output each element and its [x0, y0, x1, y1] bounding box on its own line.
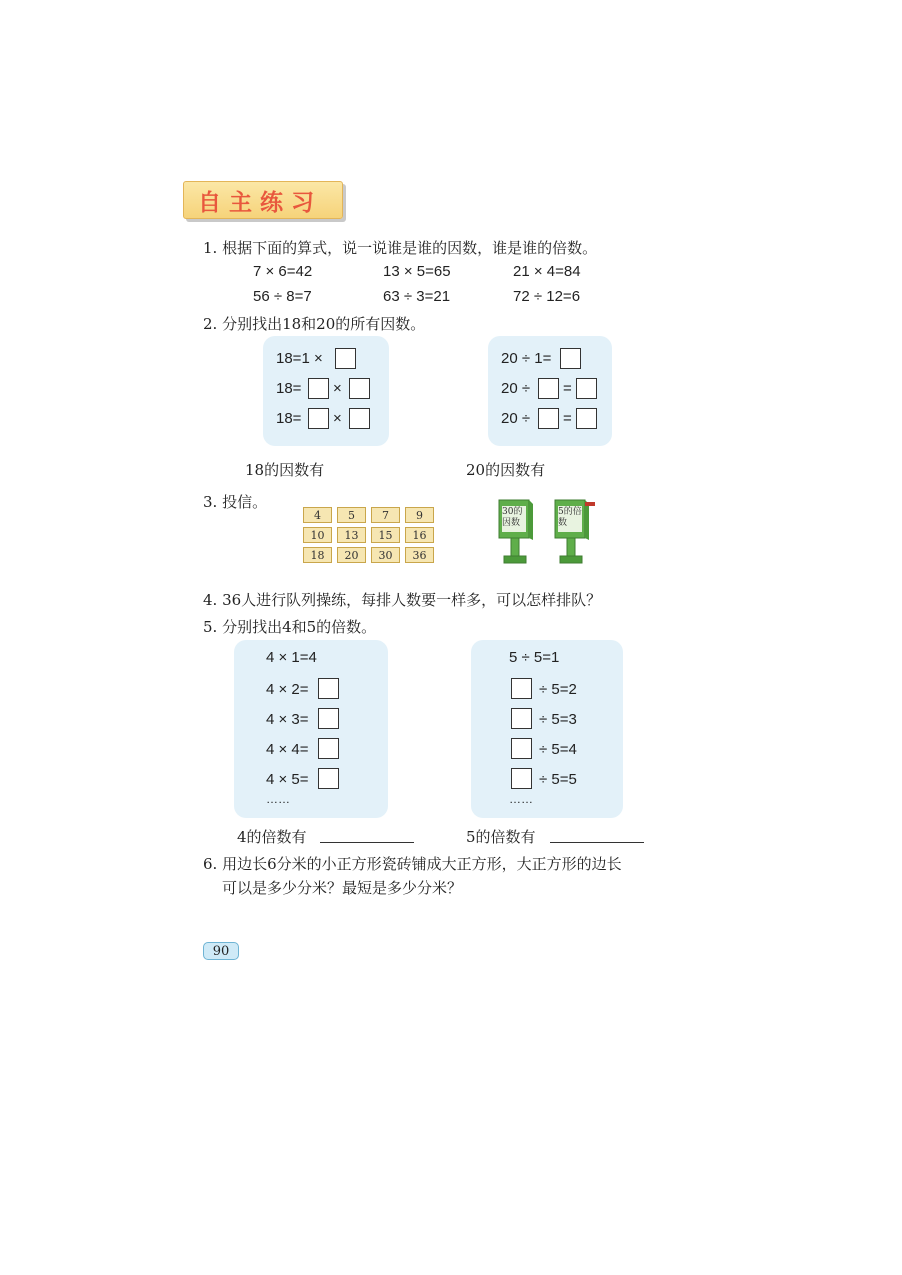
q1-text: 1. 根据下面的算式，说一说谁是谁的因数，谁是谁的倍数。	[203, 239, 598, 257]
q2-left-row-2: 18=	[276, 380, 302, 397]
number-card[interactable]: 15	[371, 527, 400, 543]
q5-left-panel	[234, 640, 388, 818]
answer-box[interactable]	[511, 768, 532, 789]
answer-box[interactable]	[349, 378, 370, 399]
q3-text: 3. 投信。	[203, 493, 268, 511]
number-card[interactable]: 36	[405, 547, 434, 563]
q6-line-1: 6. 用边长6分米的小正方形瓷砖铺成大正方形，大正方形的边长	[203, 855, 622, 873]
q5-right-row-3: ÷ 5=3	[539, 711, 577, 728]
answer-box[interactable]	[318, 708, 339, 729]
q2-left-row-3: 18=	[276, 410, 302, 427]
q5-right-row-1: 5 ÷ 5=1	[509, 649, 560, 666]
q2-right-row-3: 20 ÷	[501, 410, 531, 427]
q2-right-row-1: 20 ÷ 1=	[501, 350, 552, 367]
number-card[interactable]: 9	[405, 507, 434, 523]
number-card-grid	[300, 504, 440, 566]
answer-box[interactable]	[308, 378, 329, 399]
times-sign: ×	[333, 410, 342, 427]
answer-line[interactable]	[320, 842, 414, 843]
q5-right-panel	[471, 640, 623, 818]
q5-text: 5. 分别找出4和5的倍数。	[203, 618, 377, 636]
answer-box[interactable]	[538, 408, 559, 429]
ellipsis: ……	[266, 792, 290, 806]
number-card[interactable]: 20	[337, 547, 366, 563]
q5-right-caption: 5的倍数有	[466, 828, 536, 846]
mailbox-left-label: 30的因数	[502, 507, 523, 528]
q5-right-row-4: ÷ 5=4	[539, 741, 577, 758]
q5-right-row-5: ÷ 5=5	[539, 771, 577, 788]
number-card[interactable]: 4	[303, 507, 332, 523]
number-card[interactable]: 30	[371, 547, 400, 563]
q2-left-row-1: 18=1 ×	[276, 350, 323, 367]
answer-box[interactable]	[560, 348, 581, 369]
q5-left-row-2: 4 × 2=	[266, 681, 309, 698]
answer-box[interactable]	[335, 348, 356, 369]
q5-left-row-5: 4 × 5=	[266, 771, 309, 788]
mailbox-right-label: 5的倍数	[558, 507, 582, 528]
page-number: 90	[203, 942, 239, 960]
q2-right-caption: 20的因数有	[466, 461, 546, 479]
q4-text: 4. 36人进行队列操练，每排人数要一样多，可以怎样排队？	[203, 591, 602, 609]
answer-box[interactable]	[511, 708, 532, 729]
answer-box[interactable]	[318, 738, 339, 759]
equals-sign: =	[563, 410, 572, 427]
ellipsis: ……	[509, 792, 533, 806]
q2-text: 2. 分别找出18和20的所有因数。	[203, 315, 426, 333]
number-card[interactable]: 10	[303, 527, 332, 543]
number-card[interactable]: 16	[405, 527, 434, 543]
number-card[interactable]: 7	[371, 507, 400, 523]
answer-line[interactable]	[550, 842, 644, 843]
q5-right-row-2: ÷ 5=2	[539, 681, 577, 698]
q5-left-caption: 4的倍数有	[237, 828, 307, 846]
answer-box[interactable]	[318, 678, 339, 699]
answer-box[interactable]	[576, 378, 597, 399]
section-banner	[183, 181, 343, 219]
answer-box[interactable]	[576, 408, 597, 429]
q1-eq-5: 63 ÷ 3=21	[383, 288, 451, 305]
q2-right-panel	[488, 336, 612, 446]
q1-eq-2: 13 × 5=65	[383, 263, 451, 280]
number-card[interactable]: 5	[337, 507, 366, 523]
answer-box[interactable]	[318, 768, 339, 789]
answer-box[interactable]	[511, 678, 532, 699]
q2-right-row-2: 20 ÷	[501, 380, 531, 397]
section-title: 自主练习	[198, 189, 322, 216]
answer-box[interactable]	[538, 378, 559, 399]
q5-left-row-4: 4 × 4=	[266, 741, 309, 758]
q2-left-panel	[263, 336, 389, 446]
answer-box[interactable]	[308, 408, 329, 429]
q1-eq-6: 72 ÷ 12=6	[513, 288, 581, 305]
number-card[interactable]: 18	[303, 547, 332, 563]
q1-eq-3: 21 × 4=84	[513, 263, 581, 280]
times-sign: ×	[333, 380, 342, 397]
q2-left-caption: 18的因数有	[245, 461, 325, 479]
q1-eq-4: 56 ÷ 8=7	[253, 288, 312, 305]
q5-left-row-3: 4 × 3=	[266, 711, 309, 728]
number-card[interactable]: 13	[337, 527, 366, 543]
q1-eq-1: 7 × 6=42	[253, 263, 313, 280]
equals-sign: =	[563, 380, 572, 397]
answer-box[interactable]	[349, 408, 370, 429]
q6-line-2: 可以是多少分米？最短是多少分米？	[222, 879, 463, 897]
q5-left-row-1: 4 × 1=4	[266, 649, 317, 666]
answer-box[interactable]	[511, 738, 532, 759]
